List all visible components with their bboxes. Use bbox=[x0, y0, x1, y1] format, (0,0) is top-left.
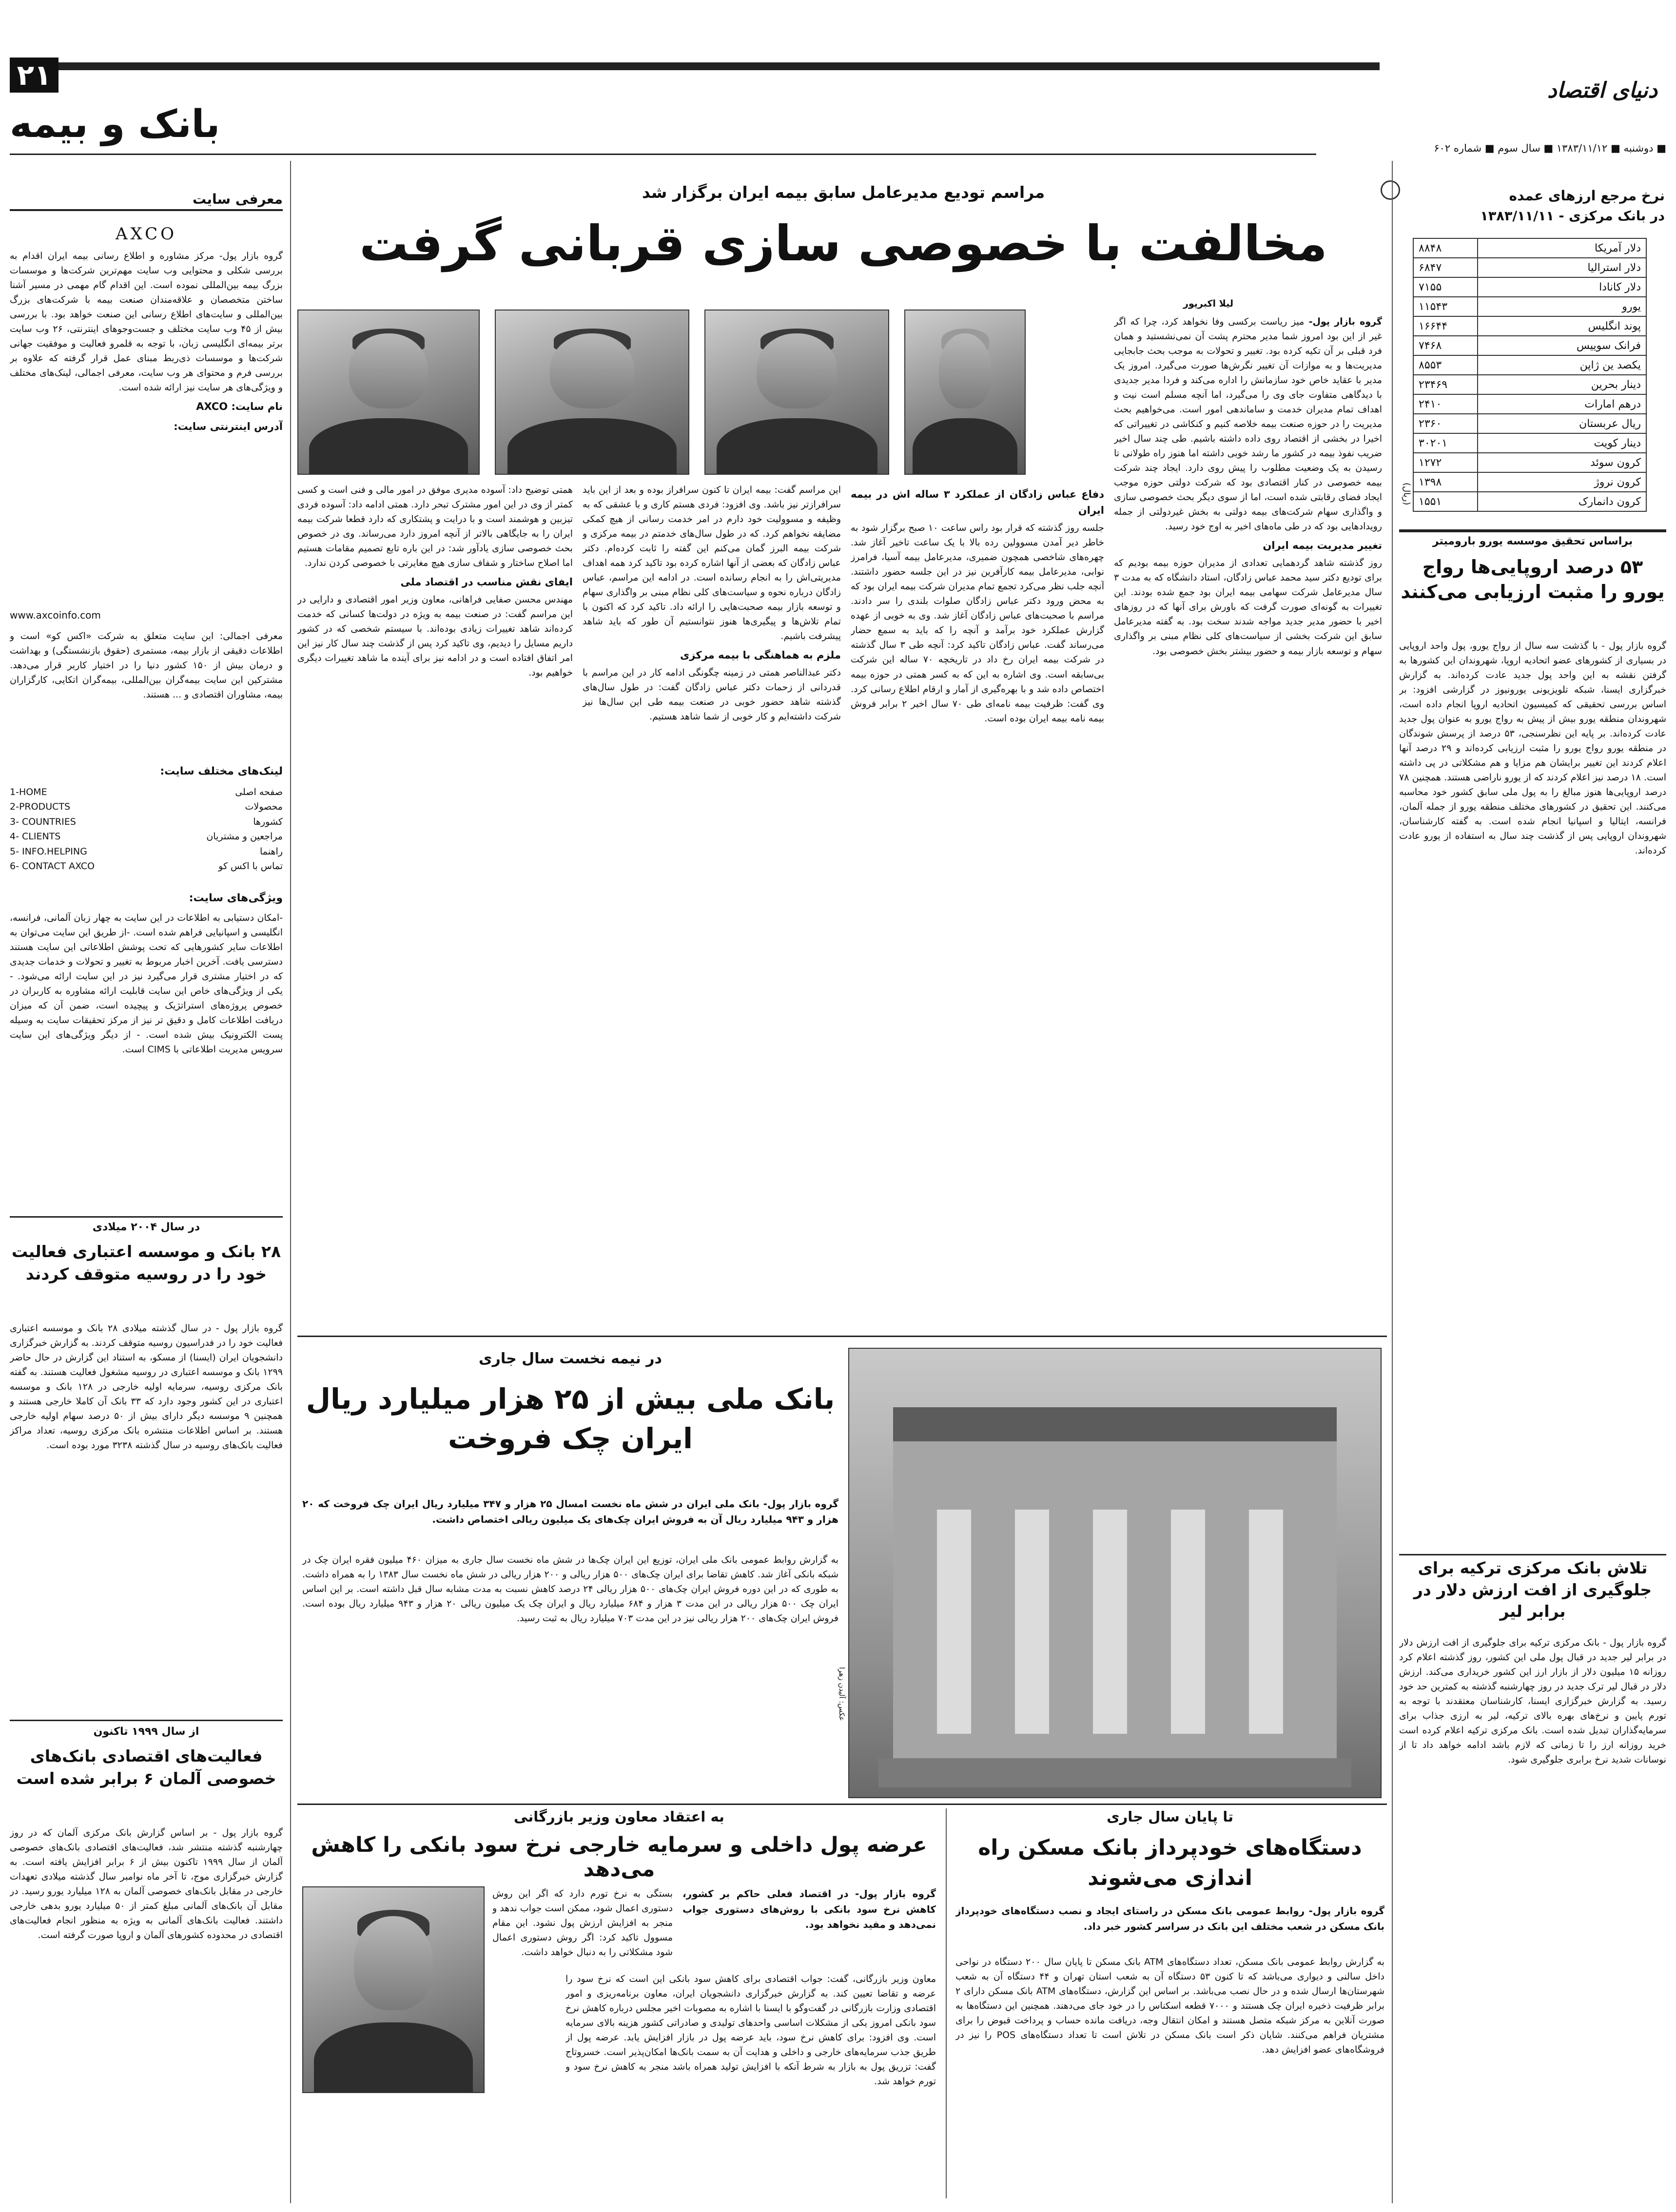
rate-currency-name: فرانک سوییس bbox=[1478, 336, 1646, 355]
turkey-body-text: گروه بازار پول - بانک مرکزی ترکیه برای جلوگیری از افت ارزش دلار در برابر لیر جدید در قبال پول ملی این کشور، روز گذشته اعلام کرد روزانه ۱۵ میلیون دلار از بازار ارز این کشور خریداری می‌کند. ارزش دلار در قبال لیر ترک جدید در روز چهارشنبه گذشته به کمترین حد خود رسید. به گزارش خبرگزاری ایسنا، کارشناسان معتقدند با توجه به تورم پایین و نرخ‌های بهره بالای ترکیه، لیر به ارزی جذاب برای سرمایه‌گذاران تبدیل شده است. بانک مرکزی ترکیه اعلام کرده است خرید روزانه ارز را تا زمانی که لازم باشد ادامه خواهد داد تا از نوسانات شدید نرخ برابری جلوگیری شود. bbox=[1399, 1637, 1666, 1766]
site-links-title: لینک‌های مختلف سایت: bbox=[160, 765, 283, 777]
rate-currency-name: کرون دانمارک bbox=[1478, 492, 1646, 511]
rates-title: نرخ مرجع ارزهای عمده bbox=[1509, 188, 1665, 204]
site-url-link[interactable]: www.axcoinfo.com bbox=[10, 609, 101, 621]
portrait-1-torso bbox=[913, 418, 1018, 475]
russia-body-text: گروه بازار پول - در سال گذشته میلادی ۲۸ بانک و موسسه اعتباری فعالیت خود را در فدراسیون روسیه متوقف کردند. به گزارش خبرگزاری دانشجویان ایران (ایسنا) از مسکو، به استناد این گزارش در حال حاضر ۱۲۹۹ بانک و موسسه اعتباری در روسیه مشغول فعالیت هستند. به گفته بانک مرکزی روسیه، سرمایه اولیه خارجی در ۱۲۸ بانک و موسسه اعتباری در این کشور وجود دارد که ۳۳ بانک آن کاملا خارجی هستند و همچنین ۹ موسسه دیگر دارای بیش از ۵۰ درصد سهام اولیه خارجی هستند. بر اساس اطلاعات منتشره بانک مرکزی روسیه، تعداد مراکز فعالیت بانک‌های روسیه در سال گذشته ۳۲۳۸ مورد بوده است. bbox=[10, 1323, 283, 1451]
turkey-body bbox=[1399, 1635, 1666, 2196]
housing-lead bbox=[955, 1903, 1384, 1952]
site-link-label-fa: مراجعین و مشتریان bbox=[206, 831, 283, 842]
main-col-2-text: جلسه روز گذشته که قرار بود راس ساعت ۱۰ صبح برگزار شود به خاطر دیر آمدن مسوولین رده بالا با یک ساعت تاخیر آغاز شد. چهره‌های شاخصی همچون ضمیری، مدیرعامل بیمه آسیا، فرامرز نوابی، مدیرعامل بیمه کارآفرین نیز در این جلسه حضور داشتند. آنچه جلب نظر می‌کرد تجمع تمام مدیران شرکت بیمه ایران بود که به محض ورود دکتر عباس زادگان صلوات بلندی را سر دادند. مراسم با صحبت‌های عباس زادگان آغاز شد. وی به خوبی از عهده گزارش عملکرد خود برآمد و آنچه را که باید به سمع حضار می‌رساند گفت. عباس زادگان تاکید کرد: آنچه طی ۳ سال گذشته در شرکت بیمه ایران رخ داد در تاریخچه ۷۰ ساله این شرکت بی‌سابقه است. وی اشاره به این که به کسر همتی در حوزه بیمه اختصاص داده شد و با بهره‌گیری از آمار و ارقام اطلاع رسانی کرد. وی گفت: ظرفیت بیمه نامه‌ای طی ۷۰ سال اخیر ۲ برابر فروش بیمه نامه بیمه ایران بوده است. bbox=[851, 523, 1104, 724]
site-link-label-fa: صفحه اصلی bbox=[235, 787, 283, 797]
left-section-rule-1 bbox=[10, 1216, 283, 1218]
trade-col-narrow bbox=[492, 1886, 673, 1969]
main-col-2 bbox=[851, 483, 1104, 1328]
bank-melli-lead bbox=[302, 1496, 838, 1550]
site-link-label-fa: کشورها bbox=[253, 816, 283, 827]
site-link-label-en: 2-PRODUCTS bbox=[10, 801, 71, 813]
trade-lead-text: گروه بازار پول- در اقتصاد فعلی حاکم بر کشور، کاهش نرخ سود بانکی با روش‌های دستوری جواب نمی‌دهد و مفید نخواهد بود. bbox=[682, 1888, 936, 1931]
germany-body bbox=[10, 1825, 283, 2201]
rate-currency-name: دینار بحرین bbox=[1478, 375, 1646, 394]
rate-currency-name: دینار کویت bbox=[1478, 433, 1646, 453]
rate-currency-name: پوند انگلیس bbox=[1478, 316, 1646, 336]
rate-row bbox=[1413, 394, 1646, 414]
building-column-3 bbox=[1093, 1510, 1127, 1734]
rate-currency-name: کرون سوئد bbox=[1478, 453, 1646, 472]
turkey-headline: تلاش بانک مرکزی ترکیه برای جلوگیری از افت ارزش دلار در برابر لیر bbox=[1413, 1558, 1652, 1621]
trade-headline: عرضه پول داخلی و سرمایه خارجی نرخ سود بانکی را کاهش می‌دهد bbox=[311, 1833, 927, 1882]
germany-headline: فعالیت‌های اقتصادی بانک‌های خصوصی آلمان ۶ برابر شده است bbox=[16, 1746, 276, 1788]
rate-row bbox=[1413, 492, 1646, 511]
rate-row bbox=[1413, 375, 1646, 394]
rate-row bbox=[1413, 414, 1646, 433]
main-col-3-subhead: ملزم به هماهنگی با بیمه مرکزی bbox=[680, 649, 841, 661]
rate-row bbox=[1413, 238, 1646, 258]
rate-value: ۳۰۲۰۱ bbox=[1413, 433, 1478, 453]
left-section-rule-2 bbox=[10, 1720, 283, 1721]
rate-row bbox=[1413, 472, 1646, 492]
site-link-row[interactable] bbox=[10, 799, 283, 814]
main-kicker: مراسم تودیع مدیرعامل سابق بیمه ایران برگزار شد bbox=[642, 183, 1045, 202]
euro-kicker: براساس تحقیق موسسه یورو بارومیتر bbox=[1432, 535, 1633, 547]
top-rule bbox=[58, 62, 1380, 70]
issue-line: ■ دوشنبه ■ ۱۳۸۳/۱۱/۱۲ ■ سال سوم ■ شماره ۶۰۲ bbox=[1316, 142, 1666, 157]
main-col-4b-text: مهندس محسن صفایی فراهانی، معاون وزیر امور اقتصادی و دارایی در این مراسم گفت: در صنعت بیمه به ویژه در دولت‌ها کسانی که خدمت کرده‌اند شاهد تغییرات زیادی بوده‌اند. با سیستم شخصی که در کشور داریم مسایل را دیدیم، وی تاکید کرد پس از گذشت چند سال کار نیز این امر اتفاق افتاده است و در ادامه نیز برای آینده ما شاهد تغییرات دیگری خواهیم بود. bbox=[297, 594, 573, 679]
russia-kicker: در سال ۲۰۰۴ میلادی bbox=[92, 1221, 200, 1233]
turkey-top-rule bbox=[1399, 1554, 1666, 1555]
rate-value: ۲۴۱۰ bbox=[1413, 394, 1478, 414]
site-features-title: ویژگی‌های سایت: bbox=[189, 892, 283, 904]
portrait-3-torso bbox=[507, 418, 677, 475]
site-address-label: آدرس اینترنتی سایت: bbox=[174, 421, 283, 433]
bottom-stories-rule bbox=[297, 1804, 1387, 1805]
rate-row bbox=[1413, 336, 1646, 355]
site-link-label-fa: راهنما bbox=[260, 846, 283, 857]
main-col-4 bbox=[297, 483, 573, 1328]
rate-currency-name: یکصد ین ژاپن bbox=[1478, 355, 1646, 375]
rate-currency-name: دلار استرالیا bbox=[1478, 258, 1646, 277]
bank-melli-body-text: به گزارش روابط عمومی بانک ملی ایران، توزیع این ایران چک‌ها در شش ماه نخست سال جاری به میزان ۴۶۰ میلیون فقره ایران چک در شبکه بانکی آغاز شد. کاهش تقاضا برای ایران چک‌های ۵۰۰ هزار ریالی و ۲۰۰ هزار ریالی در شش ماه نخست سال ۱۳۸۳ را به همراه داشت. به طوری که در این دوره فروش ایران چک‌های ۵۰۰ هزار ریالی ۲۴ درصد کاهش نسبت به مدت مشابه سال قبل داشته است. بر این اساس ایران چک ۵۰۰ هزار ریالی در این مدت ۳ هزار و ۶۸۴ میلیارد ریال و ایران چک یک میلیون ریالی ۲۰ هزار و ۹۴۳ میلیارد ریال بوده است. فروش ایران چک‌های ۲۰۰ هزار ریالی نیز در این مدت ۷۰۳ میلیارد ریال به ثبت رسید. bbox=[302, 1554, 838, 1624]
site-intro-text bbox=[10, 629, 283, 760]
site-link-label-fa: تماس با اکس کو bbox=[218, 860, 283, 872]
building-column-2 bbox=[1015, 1510, 1049, 1734]
portrait-4-face bbox=[349, 333, 429, 408]
portrait-4-torso bbox=[309, 418, 468, 475]
main-col-1-subhead: تغییر مدیریت بیمه ایران bbox=[1263, 540, 1382, 552]
site-link-row[interactable] bbox=[10, 785, 283, 799]
building-roof bbox=[893, 1407, 1337, 1441]
rates-table bbox=[1413, 238, 1647, 512]
trade-body bbox=[565, 1972, 936, 2201]
trade-body2-text: بستگی به نرخ تورم دارد که اگر این روش دستوری اعمال شود، ممکن است جواب ندهد و منجر به افزایش ارزش پول نشود. این مقام مسوول تاکید کرد: اگر روش دستوری اعمال شود مشکلاتی را به دنبال خواهد داشت. bbox=[492, 1888, 673, 1958]
photo-credit: عکس: آلیدن زهرا bbox=[838, 1667, 846, 1721]
portrait-1-face bbox=[939, 333, 992, 408]
main-col-1b-text: روز گذشته شاهد گردهمایی تعدادی از مدیران حوزه بیمه بودیم که برای تودیع دکتر سید محمد عباس زادگان، استاد دانشگاه که به مدت ۳ سال مدیرعامل شرکت سهامی بیمه ایران بود جمع شده بودند. این تغییرات به گونه‌ای صورت گرفت که باورش برای آنها که در روزهای اخیر با حضور مدیر جدید مواجه شدند سخت بود. به گفته مدیرعامل سابق این شرکت بخشی از سیاست‌های کلی نظام مبنی بر واگذاری سهام و توسعه بازار بیمه و حضور بیشتر بخش خصوصی بود. bbox=[1114, 558, 1382, 657]
portrait-2-face bbox=[757, 333, 837, 408]
building-column-5 bbox=[1249, 1510, 1283, 1734]
rate-value: ۷۱۵۵ bbox=[1413, 277, 1478, 297]
right-column-divider bbox=[1392, 161, 1393, 2203]
main-lead-bold: گروه بازار پول- bbox=[1304, 316, 1382, 327]
site-intro-description: معرفی اجمالی: این سایت متعلق به شرکت «اکس کو» است و اطلاعات دقیقی از بازار بیمه، مستمری (حقوق بازنشستگی) و بهداشت و درمان بیش از ۱۵۰ کشور دنیا را در اختیار کاربر قرار می‌دهد. مشترکین این سایت بیمه‌گران بین‌المللی، بیمه‌گران اتکایی، کارگزاران بیمه، مشاوران اقتصادی و ... هستند. bbox=[10, 631, 283, 700]
building-column-4 bbox=[1171, 1510, 1205, 1734]
site-intro-section-title: معرفی سایت bbox=[10, 191, 283, 211]
euro-body-text: گروه بازار پول - با گذشت سه سال از رواج یورو، پول واحد اروپایی در بسیاری از کشورهای عضو اتحادیه اروپا، شهروندان این کشورها به گرفتن نقشه به این واحد پول جدید عادت کرده‌اند. به گزارش خبرگزاری ایسنا، شبکه تلویزیونی یورونیوز در گزارشی افزود: بر اساس بررسی تحقیقی که کمیسیون اتحادیه اروپا انجام داده است، شهروندان منطقه یورو بیش از پیش به رواج یورو به عنوان پول جدید عادت کرده‌اند. بر پایه این نظرسنجی، ۵۳ درصد از پرسش شوندگان در منطقه یورو رواج یورو را مثبت ارزیابی کرده‌اند و ۲۹ درصد آنها اعلام کردند این تغییر برایشان هم مزایا و هم مشکلاتی در پی داشته است. ۱۸ درصد نیز اعلام کردند که از یورو ناراضی هستند. همچنین ۷۸ درصد اروپایی‌ها هنوز مبالغ را به پول ملی سابق کشور خود محاسبه می‌کنند. این تحقیق در کشورهای مختلف منطقه یورو از جمله آلمان، فرانسه، ایتالیا و اسپانیا انجام شده است. به گفته کارشناسان، شهروندان اروپایی پس از گذشت چند سال به استفاده از یورو عادت کرده‌اند. bbox=[1399, 640, 1666, 856]
main-col-4-subhead: ایفای نقش مناسب در اقتصاد ملی bbox=[400, 576, 573, 588]
page-number-badge: ۲۱ bbox=[10, 58, 58, 93]
byline: لیلا اکبرپور bbox=[1183, 298, 1233, 309]
russia-headline: ۲۸ بانک و موسسه اعتباری فعالیت خود را در روسیه متوقف کردند bbox=[11, 1242, 281, 1284]
main-col-1 bbox=[1114, 314, 1382, 1328]
russia-body bbox=[10, 1321, 283, 1711]
rate-value: ۲۳۶۰ bbox=[1413, 414, 1478, 433]
rate-value: ۸۵۵۳ bbox=[1413, 355, 1478, 375]
trade-portrait-torso bbox=[314, 2022, 473, 2093]
main-col-3-text: این مراسم گفت: بیمه ایران تا کنون سرافراز بوده و بعد از این باید سرافرازتر نیز باشد. وی افزود: فردی هستم کاری و با عشقی که به وظیفه و مسوولیت خود دارم در امر خدمت رسانی از هیچ کمکی مضایقه نخواهم کرد. که در طول سال‌های خدمتم در بیمه مرکزی و شرکت بیمه البرز گمان می‌کنم این گفته را ثابت کرده‌ام. دکتر عباس زادگان که بعضی از آنها اشاره کرده بود تاکید کرد همه اهداف مدیریتی‌اش را به انجام رسانده است. در ادامه این مراسم، عباس زادگان درباره نحوه و سیاست‌های کلی نظام مبنی بر واگذاری سهام و توسعه بازار بیمه صحبت‌هایی را ارائه داد. تاکید کرد که اکنون با تمام تلاش‌ها و پیگیری‌ها هنوز نتوانستیم آن طور که باید شاهد پیشرفت باشیم. bbox=[583, 485, 841, 642]
site-link-label-en: 4- CLIENTS bbox=[10, 831, 61, 842]
rate-row bbox=[1413, 258, 1646, 277]
bank-melli-lead-text: گروه بازار پول- بانک ملی ایران در شش ماه نخست امسال ۲۵ هزار و ۳۴۷ میلیارد ریال ایران چک فروخت که ۲۰ هزار و ۹۴۳ میلیارد ریال آن به فروش ایران چک‌های یک میلیون ریالی اختصاص داشت. bbox=[302, 1498, 838, 1525]
trade-lead bbox=[682, 1886, 936, 1969]
rate-value: ۱۱۵۴۳ bbox=[1413, 297, 1478, 316]
portrait-photo-1 bbox=[904, 310, 1026, 475]
rate-currency-name: ریال عربستان bbox=[1478, 414, 1646, 433]
rate-value: ۶۸۴۷ bbox=[1413, 258, 1478, 277]
main-headline: مخالفت با خصوصی سازی قربانی گرفت bbox=[359, 215, 1327, 272]
housing-body bbox=[955, 1955, 1384, 2201]
site-link-label-en: 1-HOME bbox=[10, 787, 47, 797]
site-link-label-en: 5- INFO.HELPING bbox=[10, 846, 87, 857]
site-link-label-en: 3- COUNTRIES bbox=[10, 816, 76, 827]
site-link-row[interactable] bbox=[10, 859, 283, 873]
site-link-row[interactable] bbox=[10, 844, 283, 859]
portrait-3-face bbox=[550, 333, 635, 408]
portrait-photo-4 bbox=[297, 310, 480, 475]
rate-currency-name: یورو bbox=[1478, 297, 1646, 316]
main-col-2-subhead: دفاع عباس زادگان از عملکرد ۳ ساله اش در بیمه ایران bbox=[851, 488, 1104, 517]
rate-currency-name: دلار آمریکا bbox=[1478, 238, 1646, 258]
germany-body-text: گروه بازار پول - بر اساس گزارش بانک مرکزی آلمان که در روز چهارشنبه گذشته منتشر شد، فعالیت‌های اقتصادی بانک‌های خصوصی آلمان از سال ۱۹۹۹ تاکنون بیش از ۶ برابر افزایش یافته است. به گزارش خبرگزاری موج، تا آخر ماه نوامبر سال گذشته میلادی تعهدات خارجی در مقابل بانک‌های خصوصی آلمان به ۱۲۸ میلیارد یورو رسید. در مقابل آن بانک‌های آلمانی مبلغ کمتر از ۵۰ میلیارد یورو بدهی خارجی داشتند. فعالیت بانک‌های آلمانی به ویژه به منظور انجام فعالیت‌های اقتصادی در محدوده کشورهای آلمان و اروپا صورت گرفته است. bbox=[10, 1827, 283, 1941]
left-column-divider bbox=[290, 161, 291, 2203]
rate-currency-name: درهم امارات bbox=[1478, 394, 1646, 414]
housing-lead-text: گروه بازار پول- روابط عمومی بانک مسکن در راستای ایجاد و نصب دستگاه‌های خودپرداز بانک مسکن در شعب مختلف این بانک در سراسر کشور خبر داد. bbox=[955, 1905, 1384, 1932]
site-intro-lead: گروه بازار پول- مرکز مشاوره و اطلاع رسانی بیمه ایران اقدام به بررسی شکلی و محتوایی وب سایت مهم‌ترین شرکت‌ها و موسسات بزرگ بیمه بین‌المللی نموده است. این اقدام گام مهمی در مسیر آشنا ساختن متخصصان و علاقه‌مندان صنعت بیمه با شرکت‌های بزرگ بین‌المللی و سایت‌های اطلاع رسانی این صنعت خواهد بود. با بررسی بیش از ۴۵ وب سایت مختلف و جست‌وجوهای اینترنتی، ۲۶ وب سایت برتر بیمه‌ای انگلیسی زبان، با توجه به قلمرو فعالیت و موفقیت جهانی شرکت‌ها و موسسات ذی‌ربط مبنای عمل قرار گرفته که علاوه بر بررسی فرم و محتوای هر وب سایت، معرفی اجمالی، لینک‌های مختلف و ویژگی‌های هر سایت نیز ارائه شده است. bbox=[10, 251, 283, 393]
site-link-label-fa: محصولات bbox=[245, 801, 283, 813]
portrait-photo-3 bbox=[495, 310, 689, 475]
bank-building-photo bbox=[848, 1348, 1382, 1798]
newspaper-logo: دنیای اقتصاد bbox=[1547, 78, 1657, 103]
rate-value: ۱۳۹۸ bbox=[1413, 472, 1478, 492]
rate-value: ۷۴۶۸ bbox=[1413, 336, 1478, 355]
portrait-photo-2 bbox=[704, 310, 889, 475]
site-link-row[interactable] bbox=[10, 829, 283, 844]
trade-body-text: معاون وزیر بازرگانی، گفت: جواب اقتصادی برای کاهش سود بانکی این است که نرخ سود را عرضه و تقاضا تعیین کند. به گزارش خبرگزاری دانشجویان ایران، معاون برنامه‌ریزی و امور اقتصادی وزارت بازرگانی در گفت‌وگو با ایسنا با اشاره به مصوبات اخیر مجلس درباره کاهش نرخ سود بانکی امروز یکی از مشکلات اساسی واحدهای تولیدی و صادراتی کشور هزینه بالای سرمایه است. وی افزود: برای کاهش نرخ سود، باید عرضه پول در بازار افزایش یابد. عرضه پول از طریق جذب سرمایه‌های خارجی و داخلی و هدایت آن به سمت بانک‌ها امکان‌پذیر است. خسروتاج گفت: تزریق پول به بازار به شرط آنکه با افزایش تولید همراه باشد منجر به کاهش نرخ سود و تورم خواهد شد. bbox=[565, 1974, 936, 2087]
rate-row bbox=[1413, 453, 1646, 472]
main-col-3b-text: دکتر عبدالناصر همتی در زمینه چگونگی ادامه کار در این مراسم با قدردانی از زحمات دکتر عباس زادگان گفت: در طول سال‌های گذشته شاهد حضور خوبی در صنعت بیمه طی این سال‌ها نیز شرکت داشته‌ایم و کار خوبی از شما شاهد هستیم. bbox=[583, 667, 841, 722]
bank-melli-headline: بانک ملی بیش از ۲۵ هزار میلیارد ریال ایران چک فروخت bbox=[306, 1382, 835, 1455]
portrait-2-torso bbox=[717, 418, 877, 475]
euro-headline: ۵۳ درصد اروپایی‌ها رواج یورو را مثبت ارزیابی می‌کنند bbox=[1401, 556, 1665, 603]
trade-portrait-face bbox=[354, 1916, 433, 2010]
rate-row bbox=[1413, 316, 1646, 336]
rate-value: ۱۵۵۱ bbox=[1413, 492, 1478, 511]
site-link-row[interactable] bbox=[10, 815, 283, 829]
bank-melli-body bbox=[302, 1552, 838, 1791]
housing-headline: دستگاه‌های خودپرداز بانک مسکن راه اندازی می‌شوند bbox=[978, 1835, 1362, 1890]
trade-portrait-photo bbox=[302, 1886, 485, 2093]
site-links-list bbox=[10, 785, 283, 873]
rates-unit: (ریال) bbox=[1402, 483, 1412, 505]
rate-row bbox=[1413, 433, 1646, 453]
rate-value: ۸۸۴۸ bbox=[1413, 238, 1478, 258]
rate-row bbox=[1413, 277, 1646, 297]
site-link-label-en: 6- CONTACT AXCO bbox=[10, 860, 95, 872]
site-logo: AXCO bbox=[115, 224, 177, 244]
trade-kicker: به اعتقاد معاون وزیر بازرگانی bbox=[514, 1808, 724, 1825]
germany-kicker: از سال ۱۹۹۹ تاکنون bbox=[93, 1726, 199, 1738]
main-col-4-text: همتی توضیح داد: آسوده مدیری موفق در امور مالی و فنی است و کسی کمتر از وی در این امور مشترک تبحر دارد. همتی ادامه داد: آسوده فردی تیزبین و هوشمند است و با درایت و پشتکاری که دارد قطعا شرکت بیمه ایران را به جایگاهی بالاتر از آنچه امروز دارد می‌رساند. وی در خصوص بحث خصوصی سازی یادآور شد: در این باره تابع تصمیم مقامات هستیم اما اصلاح ساختار و شفاف سازی هیچ مغایرتی با خصوصی کردن ندارد. bbox=[297, 485, 573, 569]
rate-row bbox=[1413, 297, 1646, 316]
site-features bbox=[10, 911, 283, 1213]
building-steps bbox=[878, 1758, 1351, 1787]
main-story-bottom-rule bbox=[297, 1336, 1387, 1337]
main-col-3 bbox=[583, 483, 841, 1328]
bank-melli-kicker: در نیمه نخست سال جاری bbox=[479, 1350, 662, 1367]
rates-subtitle: در بانک مرکزی - ۱۳۸۳/۱۱/۱۱ bbox=[1480, 209, 1665, 224]
rate-currency-name: کرون نروژ bbox=[1478, 472, 1646, 492]
main-col-1-text: میز ریاست برکسی وفا نخواهد کرد، چرا که اگر غیر از این بود امروز شما مدیر محترم پشت آن نمی‌نشستید و همان فرد قبلی بر آن تکیه کرده بود. تغییر و تحولات به موجب بحث جابجایی مدیریت‌ها و به موازات آن تغییر نگرش‌ها صورت می‌گیرد. امروز یک مدیر با عقاید خاص خود سازمانش را اداره می‌کند و فردا مدیر جدیدی با دیدگاهی متفاوت جای وی را می‌گیرد، اما آنچه مسلم است نیت و اهداف تمام مدیران خدمت و ساماندهی امور است. می‌خواهیم بحث مدیریت را در حوزه صنعت بیمه خلاصه کنیم و کنکاشی در تغییراتی که اخیرا در بخشی از اقتصاد روی داده داشته باشیم. طی چند سال اخیر ضریب نفوذ بیمه در کشور ما رشد خوبی داشته اما هنوز راه طولانی تا رسیدن به یک وضعیت مطلوب را پیش روی دارد. ایجاد چند شرکت بیمه خصوصی در کنار اقتصادی بود که شرکت دولتی حوزه موجب ایجاد فضای رقابتی شده است، اما از سوی دیگر بحث خصوصی سازی و واگذاری سهام شرکت‌های بیمه دولتی به بخش غیردولتی از جمله رویدادهایی بود که در طی ماه‌های اخیر به اوج خود رسید. bbox=[1114, 316, 1382, 532]
rate-value: ۱۶۶۴۴ bbox=[1413, 316, 1478, 336]
housing-trade-divider bbox=[946, 1808, 947, 2198]
housing-body-text: به گزارش روابط عمومی بانک مسکن، تعداد دستگاه‌های ATM بانک مسکن تا پایان سال ۲۰۰ دستگاه در نواحی داخل سالنی و دیواری می‌باشد که تا کنون ۵۳ دستگاه آن به شعب استان تهران و ۴۴ دستگاه آن به شعب شهرستان‌ها ارسال شده و در حال نصب می‌باشد. بر اساس این گزارش، دستگاه‌های ATM بانک مسکن دارای ۲ برابر ظرفیت ذخیره ایران چک هستند و ۷۰۰۰ قطعه اسکناس را در خود جای می‌دهند. همچنین این دستگاه‌ها به صورت آنلاین به مرکز شبکه متصل هستند و امکان انتقال وجه، دریافت مانده حساب و پرداخت قبوض را برای مشتریان فراهم می‌کنند. شایان ذکر است بانک مسکن در تلاش است تا تعداد دستگاه‌های POS را نیز در فروشگاه‌های عضو افزایش دهد. bbox=[955, 1957, 1384, 2056]
euro-top-rule bbox=[1399, 529, 1666, 532]
section-title: بانک و بیمه bbox=[10, 102, 220, 146]
rate-value: ۲۳۴۶۹ bbox=[1413, 375, 1478, 394]
euro-body bbox=[1399, 639, 1666, 1429]
rate-currency-name: دلار کانادا bbox=[1478, 277, 1646, 297]
site-name-label: نام سایت: AXCO bbox=[196, 401, 283, 413]
site-intro-body bbox=[10, 249, 283, 565]
housing-kicker: تا پایان سال جاری bbox=[1106, 1808, 1233, 1825]
site-features-text: -امکان دستیابی به اطلاعات در این سایت به چهار زبان آلمانی، فرانسه، انگلیسی و اسپانیایی فراهم شده است. -از طریق این سایت می‌توان به اطلاعات سایر کشورهایی که تحت پوشش اطلاعاتی این سایت هستند دسترسی یافت. آخرین اخبار مربوط به تغییر و تحولات و خدمات جدیدی که در اختیار مشتری قرار می‌گیرد نیز در این سایت ارائه می‌شود. - یکی از ویژگی‌های خاص این سایت قابلیت ارائه مشاوره به کاربران در خصوص پروژه‌های استراتژیک و پیچیده است، ضمن آن که میزان دریافت اطلاعات کامل و دقیق تر نیز از مرکز تحقیقات سایت به وسیله پست الکترونیک بیش شده است. - از دیگر ویژگی‌های این سایت سرویس مدیریت اطلاعاتی با CIMS است. bbox=[10, 912, 283, 1055]
building-column-1 bbox=[937, 1510, 971, 1734]
rate-value: ۱۲۷۲ bbox=[1413, 453, 1478, 472]
rate-row bbox=[1413, 355, 1646, 375]
